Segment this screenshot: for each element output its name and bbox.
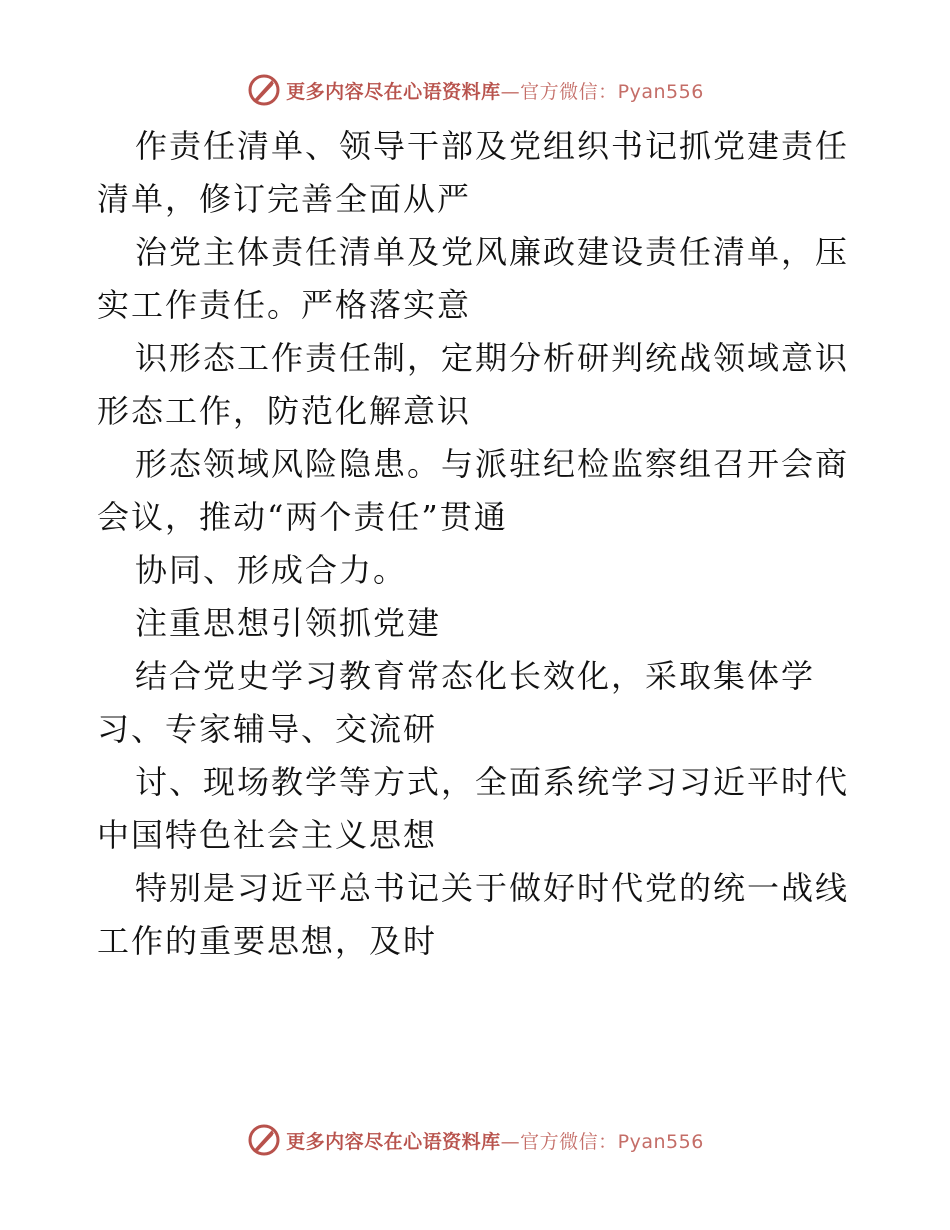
header-banner — [0, 70, 950, 110]
text-line: 中国特色社会主义思想 — [97, 816, 438, 854]
text-line: 讨、现场教学等方式，全面系统学习习近平时代 — [135, 763, 850, 801]
document-body — [97, 120, 857, 968]
banner-contact: 官方微信：Pyan556 — [520, 1130, 704, 1153]
banner-text — [286, 77, 704, 104]
text-line: 形态工作，防范化解意识 — [97, 392, 472, 430]
banner-contact: 官方微信：Pyan556 — [520, 80, 704, 103]
text-line: 治党主体责任清单及党风廉政建设责任清单，压 — [135, 233, 850, 271]
quill-logo-icon — [246, 72, 282, 108]
text-line: 清单，修订完善全面从严 — [97, 180, 472, 218]
text-line: 习、专家辅导、交流研 — [97, 710, 438, 748]
text-line: 会议，推动“两个责任”贯通 — [97, 498, 508, 536]
section-heading: 注重思想引领抓党建 — [135, 604, 442, 642]
text-line: 实工作责任。严格落实意 — [97, 286, 472, 324]
text-line: 作责任清单、领导干部及党组织书记抓党建责任 — [135, 127, 850, 165]
banner-text — [286, 1127, 704, 1154]
text-line: 工作的重要思想，及时 — [97, 922, 438, 960]
text-line: 识形态工作责任制，定期分析研判统战领域意识 — [135, 339, 850, 377]
text-line: 协同、形成合力。 — [135, 551, 408, 589]
footer-banner — [0, 1120, 950, 1160]
text-line: 形态领域风险隐患。与派驻纪检监察组召开会商 — [135, 445, 850, 483]
quill-logo-icon — [246, 1122, 282, 1158]
banner-separator: — — [500, 80, 521, 103]
banner-separator: — — [500, 1130, 521, 1153]
text-line: 特别是习近平总书记关于做好时代党的统一战线 — [135, 869, 850, 907]
banner-title: 更多内容尽在心语资料库 — [286, 1130, 501, 1153]
banner-title: 更多内容尽在心语资料库 — [286, 80, 501, 103]
text-line: 结合党史学习教育常态化长效化，采取集体学 — [135, 657, 816, 695]
